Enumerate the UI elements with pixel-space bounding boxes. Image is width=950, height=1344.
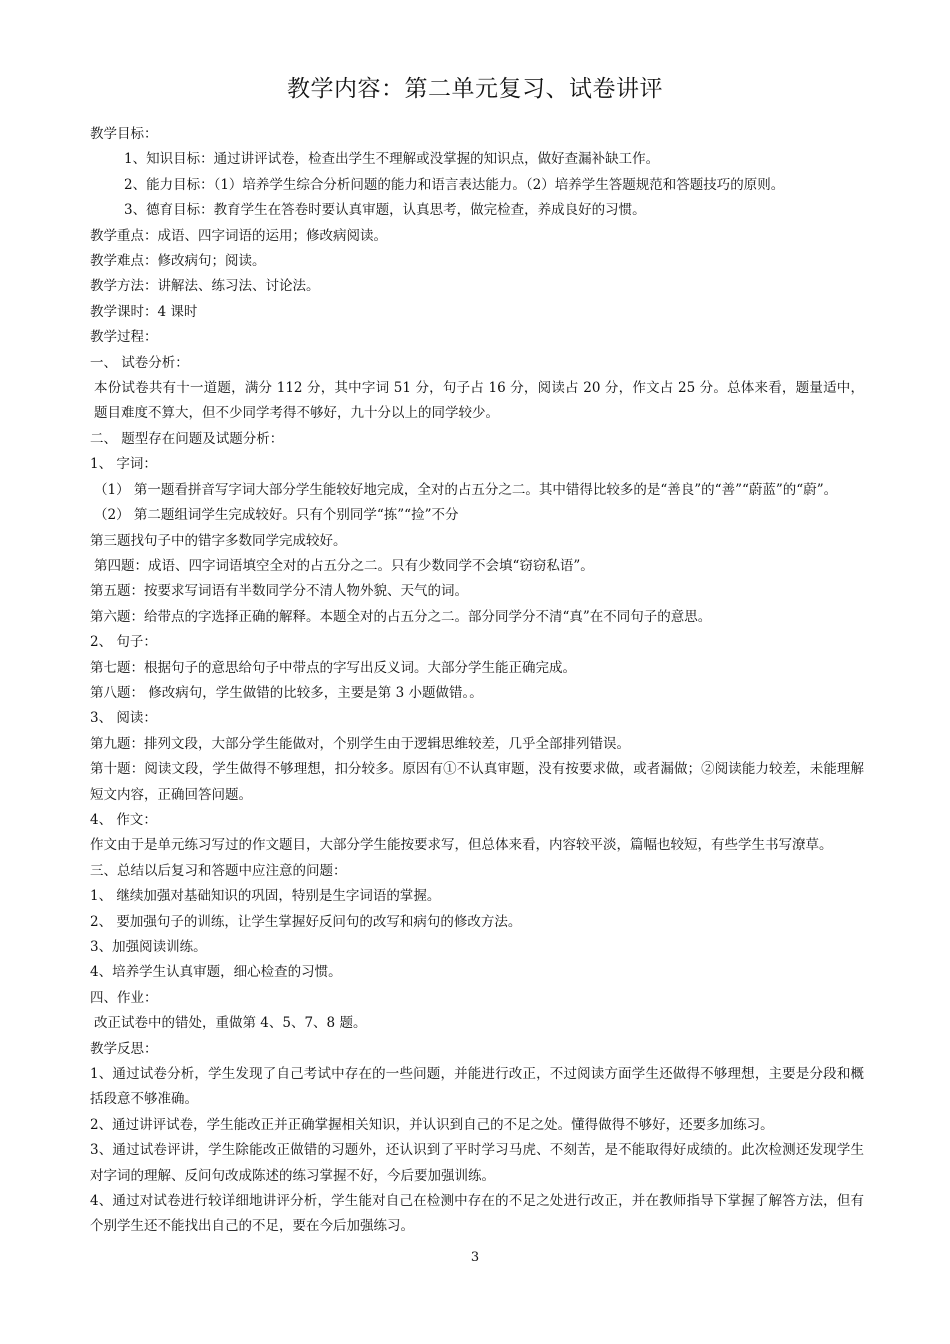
text-line: （1） 第一题看拼音写字词大部分学生能较好地完成，全对的占五分之二。其中错得比较多的是“善良”的“善”“蔚蓝”的“蔚”。 — [94, 481, 838, 498]
section-heading: 教学反思： — [90, 1040, 158, 1057]
text-line: 作文由于是单元练习写过的作文题目，大部分学生能按要求写，但总体来看，内容较平淡，篇幅也较短，有些学生书写潦草。 — [90, 837, 833, 854]
paragraph: 3、通过试卷评讲，学生除能改正做错的习题外，还认识到了平时学习马虎、不刻苦，是不能取得好成绩的。此次检测还发现学生对字词的理解、反问句改成陈述的练习掌握不好，今后要加强训练。 — [90, 1142, 864, 1184]
page-title: 教学内容：第二单元复习、试卷讲评 — [287, 76, 663, 102]
subsection-heading: 1、 字词： — [90, 456, 157, 473]
text-line: 第五题：按要求写词语有半数同学分不清人物外貌、天气的词。 — [90, 583, 468, 600]
document-body — [90, 122, 864, 1240]
text-line: 1、知识目标：通过讲评试卷，检查出学生不理解或没掌握的知识点，做好查漏补缺工作。 — [124, 151, 660, 168]
subsection-heading: 3、 阅读： — [90, 710, 157, 727]
text-line: 教学难点：修改病句；阅读。 — [90, 253, 266, 270]
text-line: 第七题：根据句子的意思给句子中带点的字写出反义词。大部分学生能正确完成。 — [90, 659, 576, 676]
text-line: 2、能力目标：（1）培养学生综合分析问题的能力和语言表达能力。（2）培养学生答题规范和答题技巧的原则。 — [124, 176, 785, 193]
text-line: 2、通过讲评试卷，学生能改正并正确掌握相关知识，并认识到自己的不足之处。懂得做得不够好，还要多加练习。 — [90, 1116, 774, 1133]
text-line: 3、德育目标：教育学生在答卷时要认真审题，认真思考，做完检查，养成良好的习惯。 — [124, 202, 646, 219]
text-line: 第八题： 修改病句，学生做错的比较多，主要是第 3 小题做错。。 — [90, 684, 483, 701]
text-line: 3、加强阅读训练。 — [90, 939, 207, 955]
text-line: 教学方法：讲解法、练习法、讨论法。 — [90, 278, 320, 295]
text-line: 教学课时：4 课时 — [90, 303, 198, 320]
section-heading: 三、总结以后复习和答题中应注意的问题： — [90, 862, 347, 879]
paragraph: 本份试卷共有十一道题，满分 112 分，其中字词 51 分，句子占 16 分，阅读占 20 分，作文占 25 分。总体来看，题量适中，题目难度不算大，但不少同学考得不够好，九十分以上的同学较少。 — [94, 380, 864, 422]
text-line: 第六题：给带点的字选择正确的解释。本题全对的占五分之二。部分同学分不清“真”在不同句子的意思。 — [90, 608, 712, 625]
paragraph: 第十题：阅读文段，学生做得不够理想，扣分较多。原因有①不认真审题，没有按要求做，或者漏做；②阅读能力较差，未能理解短文内容，正确回答问题。 — [90, 761, 864, 803]
paragraph: 4、通过对试卷进行较详细地讲评分析，学生能对自己在检测中存在的不足之处进行改正，并在教师指导下掌握了解答方法，但有个别学生还不能找出自己的不足，要在今后加强练习。 — [90, 1193, 864, 1235]
text-line: 教学重点：成语、四字词语的运用；修改病阅读。 — [90, 227, 387, 244]
paragraph: 1、通过试卷分析，学生发现了自己考试中存在的一些问题，并能进行改正，不过阅读方面学生还做得不够理想，主要是分段和概括段意不够准确。 — [90, 1066, 864, 1108]
text-line: 第九题：排列文段，大部分学生能做对，个别学生由于逻辑思维较差，几乎全部排列错误。 — [90, 735, 630, 752]
text-line: 1、 继续加强对基础知识的巩固，特别是生字词语的掌握。 — [90, 888, 441, 905]
text-line: 第四题：成语、四字词语填空全对的占五分之二。只有少数同学不会填“窃窃私语”。 — [94, 557, 594, 574]
section-heading: 四、作业： — [90, 989, 158, 1006]
section-heading: 二、 题型存在问题及试题分析： — [90, 430, 284, 447]
text-line: （2） 第二题组词学生完成较好。只有个别同学“拣”“捡”不分 — [94, 507, 459, 524]
text-line: 第三题找句子中的错字多数同学完成较好。 — [90, 532, 347, 549]
text-line: 教学过程： — [90, 329, 158, 346]
text-line: 2、 要加强句子的训练，让学生掌握好反问句的改写和病句的修改方法。 — [90, 913, 522, 930]
page-number: 3 — [470, 1250, 480, 1265]
text-line: 教学目标： — [90, 126, 158, 142]
subsection-heading: 2、 句子： — [90, 634, 157, 651]
text-line: 4、培养学生认真审题，细心检查的习惯。 — [90, 964, 342, 981]
text-line: 改正试卷中的错处，重做第 4、5、7、8 题。 — [94, 1015, 367, 1032]
subsection-heading: 4、 作文： — [90, 811, 157, 828]
section-heading: 一、 试卷分析： — [90, 354, 189, 371]
